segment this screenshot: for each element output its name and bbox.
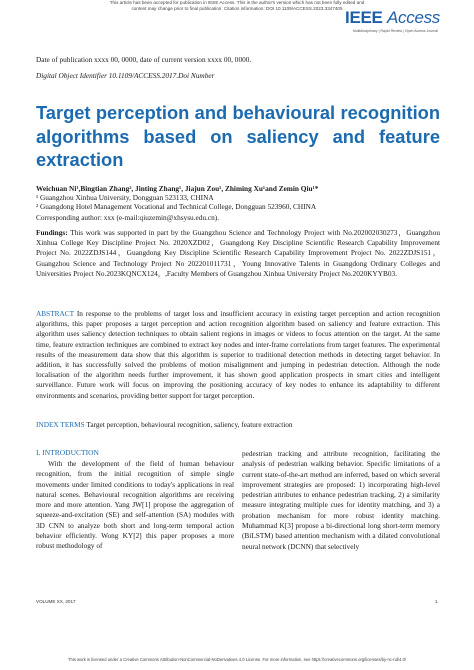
index-terms-label: INDEX TERMS	[36, 420, 85, 429]
abstract-text: In response to the problems of target loss and insufficient accuracy in existing target perception and action recognition algorithms, this paper proposes a target perception and action recognition algorithm based on saliency and feature extraction. This algorithm uses saliency detection techniques to obtain salient regions in images or videos to focus attention on the target. At the same time, feature extraction techniques are combined to extract key nodes and inter-frame correlations from target features. The experimental results of the measurement data show that this algorithm is superior to traditional detection methods in detecting target behavior. In addition, it has successfully solved the problems of motion misalignment and jumping in pedestrian detection. Although the node localisation of the algorithm needs further improvement, it has shown good application prospects in smart cities and intelligent surveillance. Future work will focus on improving the positioning accuracy of key nodes to enhance its adaptability to different environments and scenarios, providing better support for target perception.	[36, 309, 440, 400]
fundings-text: This work was supported in part by the Guangzhou Science and Technology Project with No.202002030273，Guangzhou Xinhua College Key Discipline Project No. 2020XZD02，Guangdong Key Discipline Scientific Research Capability Improvement Project No. 2022ZDJS144，Guangdong Key Discipline Scientific Research Capability Improvement Project No. 2022ZDJS151，Guangzhou Science and Technology Project No 202201011731，Young Innovative Talents in Guangdong Ordinary Colleges and Universities Project No.2023KQNCX124，,Faculty Members of Guangzhou Xinhua University Project No.2020KYYB03.	[36, 228, 440, 278]
intro-left-text: With the development of the field of human behaviour recognition, from the initial recognition of simple single movements under limited conditions to today's applications in real natural scenes. Behavioural recognition algorithms are receiving more and more attention. Yang JW[1] propose the aggregation of squeeze-and-excitation (SE) and self-attention (SA) modules with 3D CNN to analyze both short and long-term temporal action behavior efficiently. Wong KY[2] this paper proposes a more robust methodology of	[36, 459, 234, 551]
doi-line: Digital Object Identifier 10.1109/ACCESS.2017.Doi Number	[36, 71, 215, 80]
notice-line-2: content may change prior to final publication. Citation information: DOI 10.1109/ACCESS.2023.3347405	[131, 6, 343, 11]
intro-left-column	[36, 459, 234, 552]
page-number: 1	[435, 599, 438, 604]
fundings-label: Fundings:	[36, 228, 68, 237]
intro-right-column	[242, 449, 440, 552]
affiliation-2: ² Guangdong Hotel Management Vocational and Technical College, Dongguan 523960, CHINA	[36, 202, 317, 211]
intro-right-text: pedestrian tracking and attribute recognition, facilitating the analysis of pedestrian walking behavior. Specific limitations of a current state-of-the-art method are inferred, based on which several improvement strategies are proposed: 1) incorporating high-level pedestrian attributes to enhance pedestrian tracking, 2) a similarity measure integrating multiple cues for identity matching, and 3) a probation mechanism for more robust identity matching. Muhammad K[3] propose a bi-directional long short-term memory (BiLSTM) based attention mechanism with a dilated convolutional neural network (DCNN) that selectively	[242, 449, 440, 551]
notice-line-1: This article has been accepted for publication in IEEE Access. This is the author's version which has not been fully edited and	[109, 0, 365, 5]
fundings-paragraph	[36, 228, 440, 279]
affiliation-1: ¹ Guangzhou Xinhua University, Dongguan 523133, CHINA	[36, 193, 214, 202]
logo-access: Access	[387, 8, 440, 27]
volume-footer: VOLUME XX, 2017	[36, 599, 76, 604]
corresponding-author: Corresponding author: xxx (e-mail:qiuzemin@xhsysu.edu.cn).	[36, 213, 220, 222]
license-footer: This work is licensed under a Creative Commons Attribution-NonCommercial-NoDerivatives 4.0 License. For more information, see https://creativecommons.org/licenses/by-nc-nd/4.0/	[67, 657, 407, 662]
logo-brand: IEEE	[345, 8, 383, 27]
abstract-paragraph	[36, 309, 440, 401]
paper-title: Target perception and behavioural recognition algorithms based on saliency and feature extraction	[36, 102, 440, 170]
publication-date: Date of publication xxxx 00, 0000, date of current version xxxx 00, 0000.	[36, 55, 252, 64]
index-terms	[36, 420, 440, 430]
abstract-label: ABSTRACT	[36, 309, 74, 318]
ieee-access-logo	[345, 8, 440, 28]
index-terms-text: Target perception, behavioural recognition, saliency, feature extraction	[84, 420, 293, 429]
logo-tagline: Multidisciplinary | Rapid Review | Open Access Journal	[352, 29, 438, 33]
author-list: Weichuan Ni¹,Bingtian Zhang², Jinting Zhang¹, Jiajun Zou¹, Zhiming Xu¹and Zemin Qiu¹*	[36, 184, 319, 193]
section-heading-introduction: I. INTRODUCTION	[36, 448, 99, 457]
